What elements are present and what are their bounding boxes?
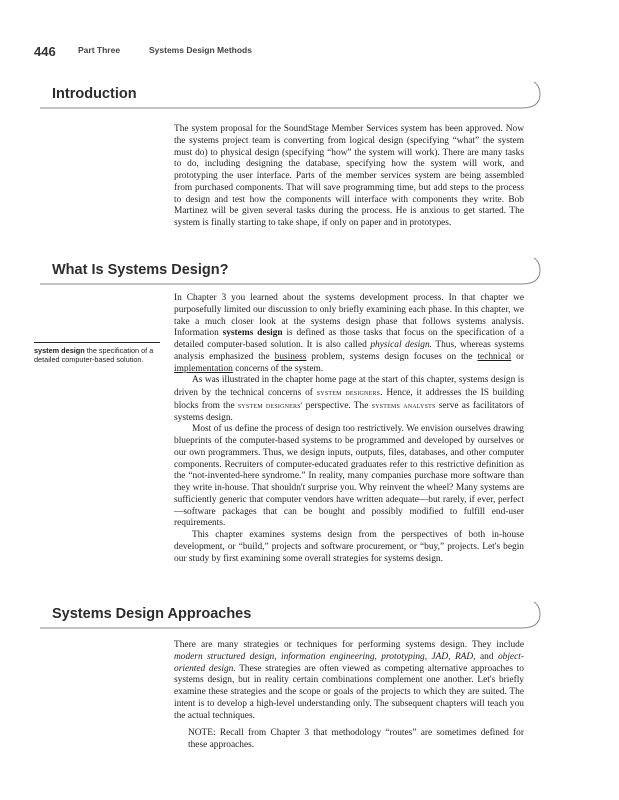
margin-definition [34,342,160,364]
intro-body [174,124,524,230]
what-is-paragraph-4: This chapter examines systems design from the perspectives of both in-house development, or “build,” projects and software procurement, or “buy,” projects. Let's begin our study by first examining some overall strategies for systems design. [174,530,524,564]
what-is-body [174,293,524,565]
text-run: concerns of the system. [232,363,324,374]
text-run: These strategies are often viewed as competing alternative approaches to systems design, but in reality certain combinations complement one another. Let's briefly examine these strategies and the scope or goals of the projects to which they are suited. The intent is to develop a high-level understanding only. The subsequent chapters will teach you the actual techniques. [174,663,524,721]
running-header [34,44,252,59]
text-run: serve as facilitators of systems design. [174,400,524,423]
part-label: Part Three [78,45,121,55]
underlined-term: implementation [174,363,233,374]
text-run: is defined as those tasks that focus on the specification of a detailed computer-based solution. It is also called [174,328,524,350]
intro-paragraph: The system proposal for the SoundStage Member Services system has been approved. Now the systems project team is converting from logical design (specifying “what” the system must do) to physical design (specifying “how” the system will work). There are many tasks to do, including designing the database, specifying how the system will work, and prototyping the user interface. Parts of the member services system are being assembled from purchased components. That will save programming time, but add steps to the process to design and test how the components will interface with components they write. Bob Martinez will be given several tasks during the process. He is anxious to get started. The system is finally starting to take shape, if only on paper and in prototypes. [174,124,524,228]
text-run: In Chapter 3 you learned about the systems development process. In that chapter we purposefully limited our discussion to only briefly examining each phase. In this chapter, we take a much closer look at the systems design phase that follows systems analysis. Information [174,293,524,339]
small-caps-term: system designers [316,388,381,397]
text-run: or [511,351,524,362]
approaches-paragraph-1 [174,640,524,722]
small-caps-term: system designers' [237,400,303,410]
key-term: systems design [222,328,283,339]
text-run: perspective. The [302,400,372,411]
note-paragraph: NOTE: Recall from Chapter 3 that methodology “routes” are sometimes defined for these approaches. [188,728,524,750]
page-number: 446 [34,44,56,59]
underlined-term: business [274,351,307,362]
text-run: There are many strategies or techniques for performing systems design. They include [174,640,524,650]
chapter-label: Systems Design Methods [149,45,252,55]
text-run: . Hence, it addresses the IS building blocks from the [174,388,525,411]
section-title-what-is-systems-design: What Is Systems Design? [52,262,229,278]
text-run: problem, systems design focuses on the [306,351,478,362]
text-run: As was illustrated in the chapter home page at the start of this chapter, systems design is driven by the technical concerns of [174,375,524,398]
text-run: and [475,651,498,662]
text-run: Thus, whereas systems analysis emphasized the [174,340,525,362]
section-title-systems-design-approaches: Systems Design Approaches [52,606,252,622]
what-is-paragraph-3: Most of us define the process of design too restrictively. We envision ourselves drawing blueprints of the computer-based systems to be programmed and developed by ourselves or our own programmers. Thus, we design inputs, outputs, files, databases, and other computer components. Recruiters of computer-educated graduates refer to this restrictive definition as the “not-invented-here syndrome.” In reality, many companies purchase more software than they write in-house. That shouldn't surprise you. Why reinvent the wheel? Many systems are sufficiently generic that computer vendors have written adequate—but rarely, if ever, perfect—software packages that can be bought and possibly modified to fulfill end-user requirements. [174,424,524,529]
margin-term: system design [34,346,85,355]
underlined-term: technical [477,351,512,362]
what-is-paragraph-2 [174,375,524,424]
section-title-introduction: Introduction [52,86,137,102]
approaches-body [174,640,524,752]
what-is-paragraph-1 [174,293,524,375]
italic-term: physical design. [370,340,432,350]
italic-term: object-oriented design. [174,651,524,674]
small-caps-term: systems analysts [371,400,436,410]
italic-term: modern structured design, information engineering, prototyping, JAD, RAD, [174,651,476,662]
margin-definition-text: the specification of a detailed computer-based solution. [34,346,154,364]
